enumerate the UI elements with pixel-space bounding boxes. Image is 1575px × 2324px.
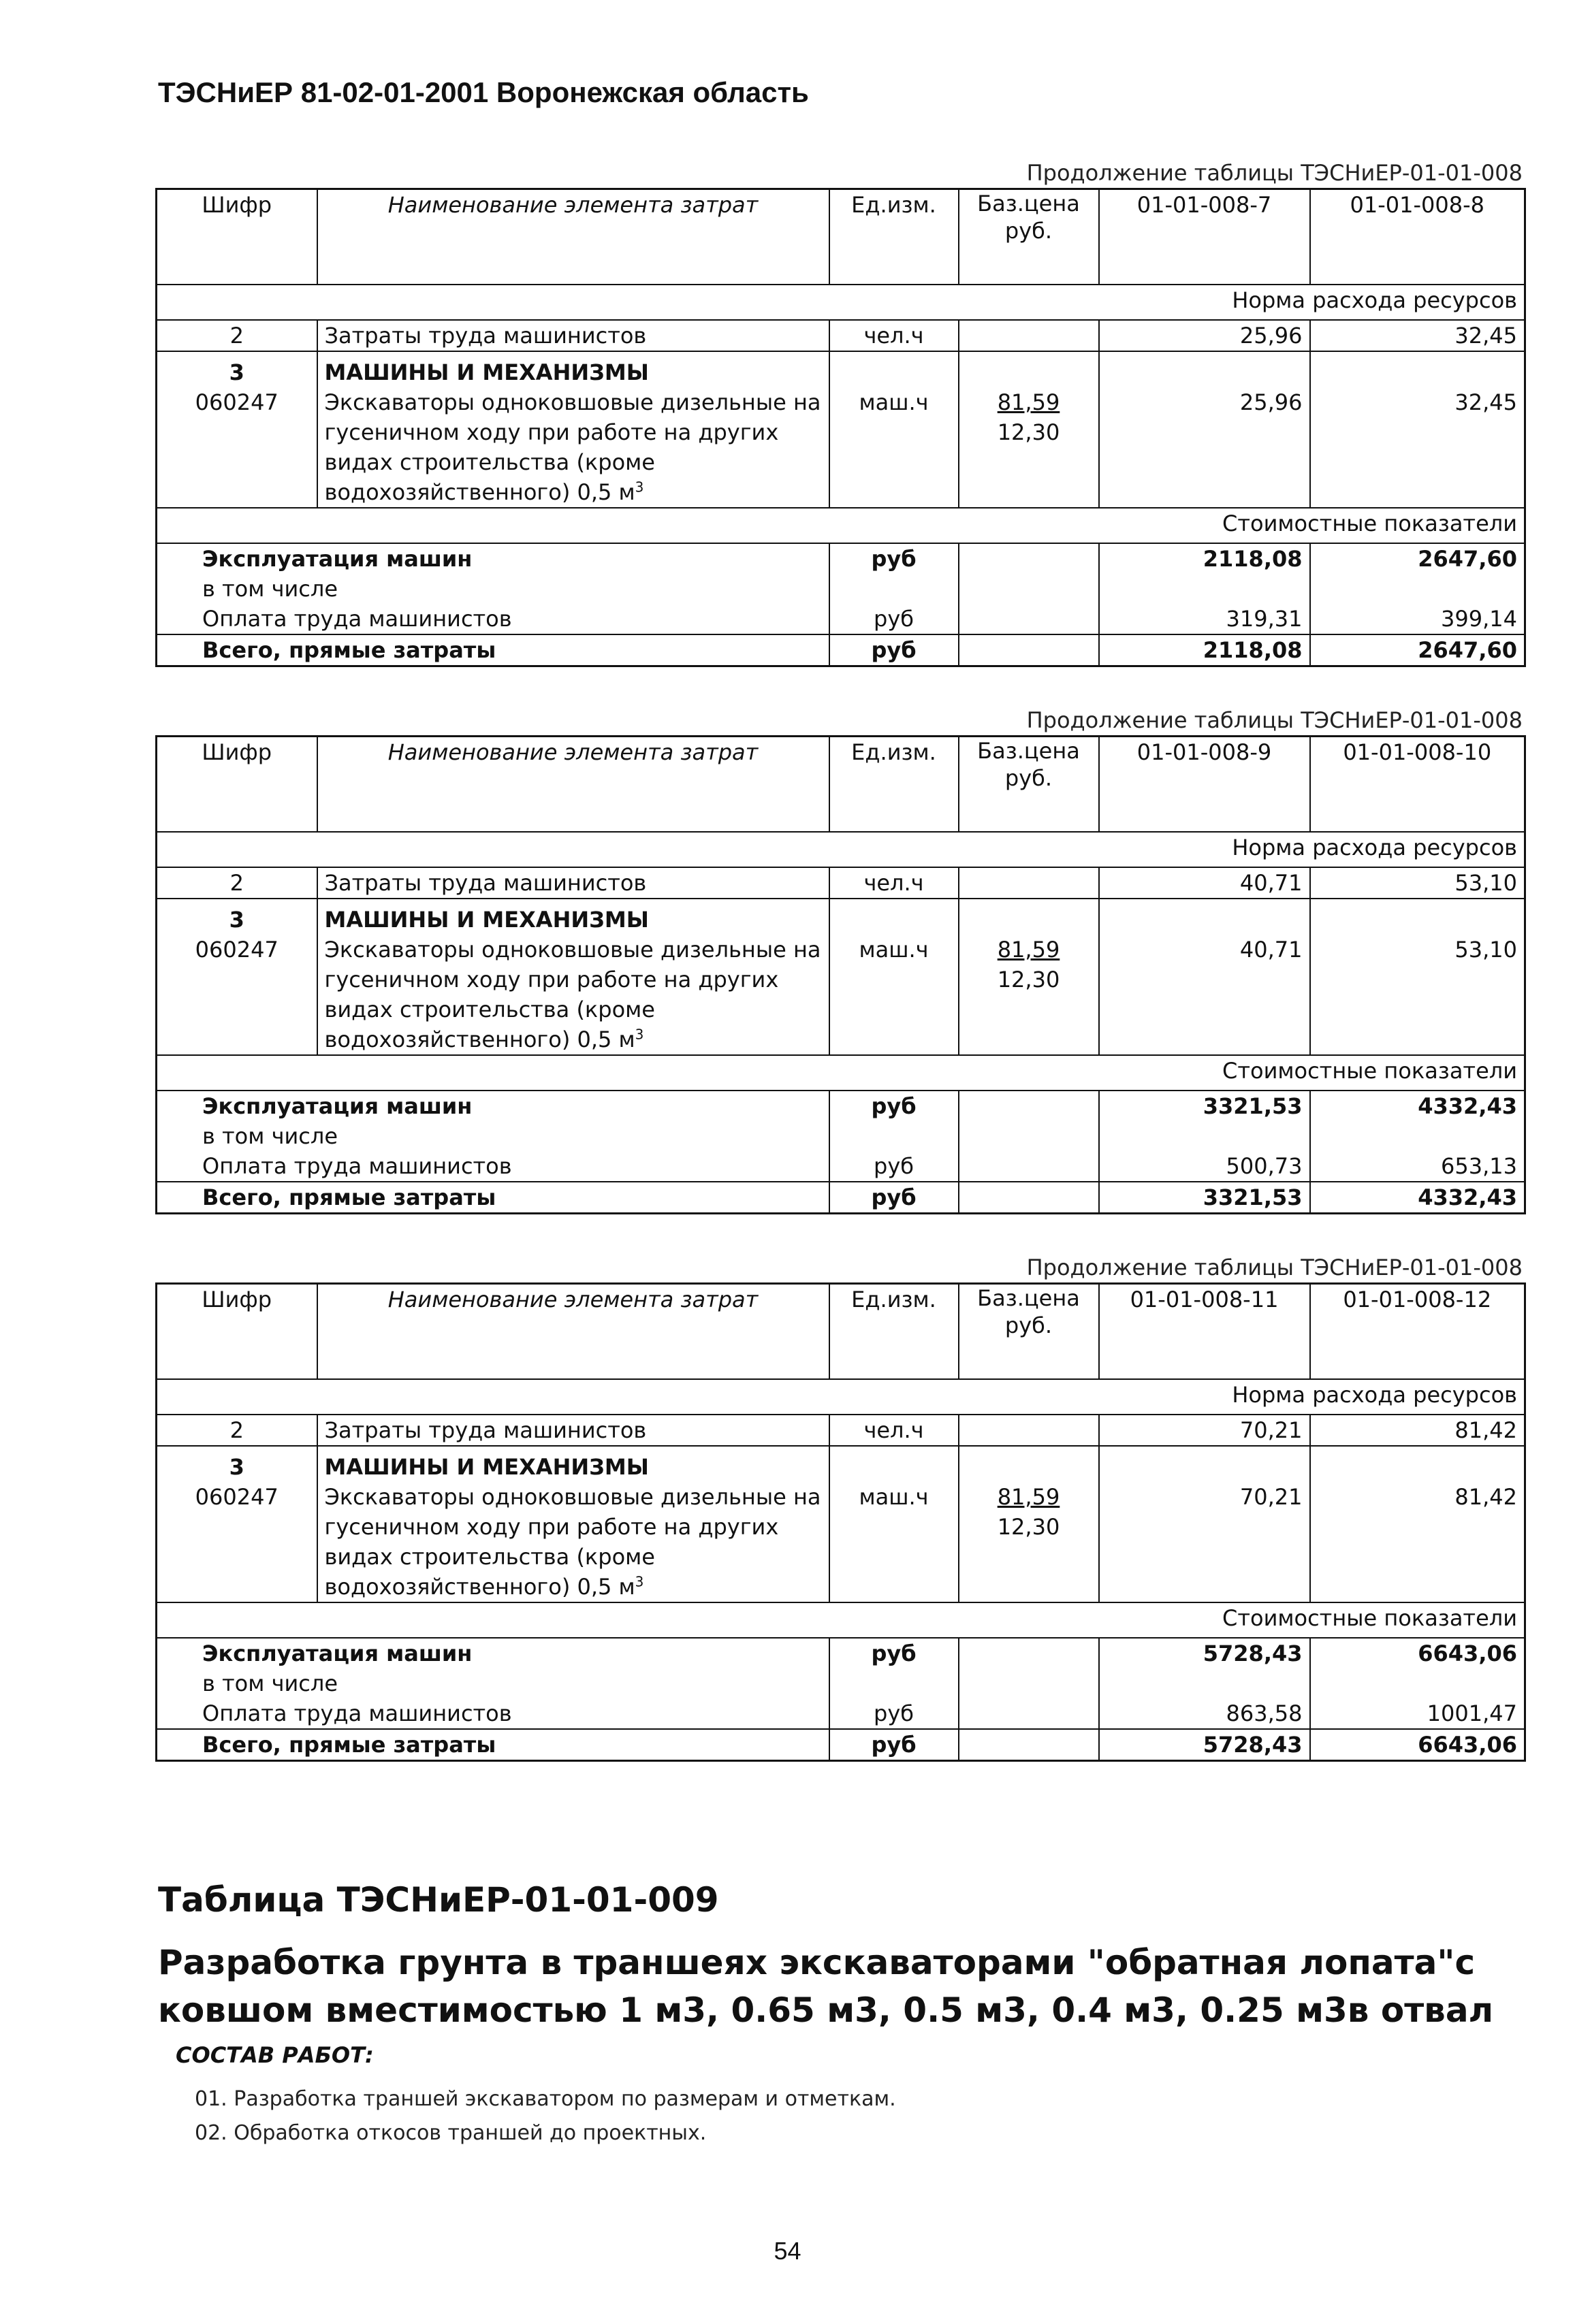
total-label: Всего, прямые затраты: [157, 634, 829, 666]
labor-value-a: 25,96: [1099, 320, 1310, 351]
empty-cell: [1099, 1446, 1310, 1482]
labor-unit: чел.ч: [829, 867, 959, 899]
exploitation-value-b: 2647,60: [1310, 543, 1525, 574]
empty-cell: [1099, 1121, 1310, 1151]
machine-base-price: 81,59 12,30: [959, 387, 1099, 508]
machine-value-b: 53,10: [1310, 935, 1525, 1055]
total-value-b: 6643,06: [1310, 1729, 1525, 1761]
labor-price: [959, 1415, 1099, 1446]
labor-name: Затраты труда машинистов: [317, 320, 829, 351]
empty-cell: [959, 1121, 1099, 1151]
resource-table-block: [155, 1253, 1524, 1762]
operator-pay-unit: руб: [829, 604, 959, 634]
exploitation-value-a: 2118,08: [1099, 543, 1310, 574]
labor-code: 2: [157, 320, 317, 351]
operator-pay-unit: руб: [829, 1698, 959, 1729]
machine-base-price: 81,59 12,30: [959, 935, 1099, 1055]
machine-value-a: 70,21: [1099, 1482, 1310, 1602]
norm-band: Норма расхода ресурсов: [157, 285, 1525, 320]
empty-cell: [959, 1668, 1099, 1698]
col-header-norm-a: 01-01-008-7: [1099, 189, 1310, 285]
labor-code: 2: [157, 867, 317, 899]
col-header-norm-a: 01-01-008-9: [1099, 737, 1310, 833]
resource-table-block: [155, 158, 1524, 667]
works-heading: СОСТАВ РАБОТ:: [176, 2042, 374, 2068]
col-header-name: Наименование элемента затрат: [317, 189, 829, 285]
section-table-title: Таблица ТЭСНиЕР-01-01-009: [158, 1880, 719, 1920]
exploitation-unit: руб: [829, 1091, 959, 1121]
exploitation-label: Эксплуатация машин: [157, 1091, 829, 1121]
empty-cell: [959, 574, 1099, 604]
machine-unit: маш.ч: [829, 387, 959, 508]
empty-cell: [959, 351, 1099, 387]
empty-cell: [1310, 1446, 1525, 1482]
empty-cell: [829, 1446, 959, 1482]
machine-value-b: 32,45: [1310, 387, 1525, 508]
empty-cell: [959, 1091, 1099, 1121]
cost-band: Стоимостные показатели: [157, 1602, 1525, 1638]
resource-table-block: [155, 705, 1524, 1214]
exploitation-unit: руб: [829, 543, 959, 574]
col-header-norm-a: 01-01-008-11: [1099, 1284, 1310, 1380]
machines-heading: МАШИНЫ И МЕХАНИЗМЫ: [317, 899, 829, 935]
total-value-b: 4332,43: [1310, 1182, 1525, 1214]
empty-cell: [1099, 899, 1310, 935]
empty-cell: [1310, 899, 1525, 935]
exploitation-value-b: 4332,43: [1310, 1091, 1525, 1121]
norm-band: Норма расхода ресурсов: [157, 1379, 1525, 1415]
operator-pay-label: Оплата труда машинистов: [157, 1698, 829, 1729]
empty-cell: [829, 351, 959, 387]
operator-pay-label: Оплата труда машинистов: [157, 1151, 829, 1182]
col-header-code: Шифр: [157, 189, 317, 285]
labor-value-b: 32,45: [1310, 320, 1525, 351]
page-number: 54: [774, 2237, 801, 2265]
col-header-base-price: Баз.цена руб.: [959, 1284, 1099, 1380]
including-label: в том числе: [157, 1121, 829, 1151]
machine-code: 060247: [157, 935, 317, 1055]
machines-code: 3: [157, 899, 317, 935]
exploitation-label: Эксплуатация машин: [157, 543, 829, 574]
machines-heading: МАШИНЫ И МЕХАНИЗМЫ: [317, 1446, 829, 1482]
col-header-norm-b: 01-01-008-8: [1310, 189, 1525, 285]
operator-pay-value-a: 500,73: [1099, 1151, 1310, 1182]
table-continuation-caption: Продолжение таблицы ТЭСНиЕР-01-01-008: [1026, 707, 1523, 733]
resource-norms-table: [155, 188, 1526, 667]
total-unit: руб: [829, 1182, 959, 1214]
col-header-code: Шифр: [157, 1284, 317, 1380]
machine-unit: маш.ч: [829, 1482, 959, 1602]
section-subtitle: Разработка грунта в траншеях экскаваторами "обратная лопата"с ковшом вместимостью 1 м3, 0.65 м3, 0.5 м3, 0.4 м3, 0.25 м3в отвал: [158, 1943, 1494, 2030]
empty-cell: [1310, 351, 1525, 387]
machine-name: Экскаваторы одноковшовые дизельные на гусеничном ходу при работе на других видах строительства (кроме водохозяйственного) 0,5 $м^3$: [317, 1482, 829, 1602]
empty-cell: [959, 1698, 1099, 1729]
total-value-a: 5728,43: [1099, 1729, 1310, 1761]
machine-value-b: 81,42: [1310, 1482, 1525, 1602]
empty-cell: [829, 1121, 959, 1151]
empty-cell: [959, 1729, 1099, 1761]
total-value-a: 2118,08: [1099, 634, 1310, 666]
empty-cell: [1099, 351, 1310, 387]
resource-norms-table: [155, 735, 1526, 1214]
document-header-title: ТЭСНиЕР 81-02-01-2001 Воронежская область: [158, 76, 809, 108]
col-header-unit: Ед.изм.: [829, 189, 959, 285]
total-label: Всего, прямые затраты: [157, 1729, 829, 1761]
exploitation-value-b: 6643,06: [1310, 1638, 1525, 1668]
empty-cell: [959, 604, 1099, 634]
labor-name: Затраты труда машинистов: [317, 867, 829, 899]
operator-pay-value-b: 653,13: [1310, 1151, 1525, 1182]
col-header-name: Наименование элемента затрат: [317, 737, 829, 833]
including-label: в том числе: [157, 574, 829, 604]
total-value-b: 2647,60: [1310, 634, 1525, 666]
labor-value-b: 81,42: [1310, 1415, 1525, 1446]
empty-cell: [959, 1446, 1099, 1482]
empty-cell: [1310, 1121, 1525, 1151]
operator-pay-value-a: 863,58: [1099, 1698, 1310, 1729]
machine-name: Экскаваторы одноковшовые дизельные на гусеничном ходу при работе на других видах строительства (кроме водохозяйственного) 0,5 $м^3$: [317, 387, 829, 508]
exploitation-label: Эксплуатация машин: [157, 1638, 829, 1668]
empty-cell: [959, 1182, 1099, 1214]
works-item: 02. Обработка откосов траншей до проектных.: [195, 2121, 707, 2145]
labor-code: 2: [157, 1415, 317, 1446]
machines-heading: МАШИНЫ И МЕХАНИЗМЫ: [317, 351, 829, 387]
empty-cell: [1310, 1668, 1525, 1698]
operator-pay-value-b: 399,14: [1310, 604, 1525, 634]
total-unit: руб: [829, 634, 959, 666]
labor-unit: чел.ч: [829, 320, 959, 351]
col-header-unit: Ед.изм.: [829, 1284, 959, 1380]
norm-band: Норма расхода ресурсов: [157, 832, 1525, 867]
machine-code: 060247: [157, 387, 317, 508]
empty-cell: [1099, 574, 1310, 604]
cost-band: Стоимостные показатели: [157, 1055, 1525, 1091]
col-header-base-price: Баз.цена руб.: [959, 737, 1099, 833]
machine-base-price: 81,59 12,30: [959, 1482, 1099, 1602]
col-header-norm-b: 01-01-008-12: [1310, 1284, 1525, 1380]
machines-code: 3: [157, 1446, 317, 1482]
machines-code: 3: [157, 351, 317, 387]
total-value-a: 3321,53: [1099, 1182, 1310, 1214]
including-label: в том числе: [157, 1668, 829, 1698]
operator-pay-value-a: 319,31: [1099, 604, 1310, 634]
cost-band: Стоимостные показатели: [157, 508, 1525, 543]
exploitation-value-a: 3321,53: [1099, 1091, 1310, 1121]
operator-pay-label: Оплата труда машинистов: [157, 604, 829, 634]
labor-price: [959, 867, 1099, 899]
machine-value-a: 40,71: [1099, 935, 1310, 1055]
labor-price: [959, 320, 1099, 351]
col-header-base-price: Баз.цена руб.: [959, 189, 1099, 285]
empty-cell: [1310, 574, 1525, 604]
labor-name: Затраты труда машинистов: [317, 1415, 829, 1446]
empty-cell: [1099, 1668, 1310, 1698]
machine-name: Экскаваторы одноковшовые дизельные на гусеничном ходу при работе на других видах строительства (кроме водохозяйственного) 0,5 $м^3$: [317, 935, 829, 1055]
col-header-code: Шифр: [157, 737, 317, 833]
col-header-name: Наименование элемента затрат: [317, 1284, 829, 1380]
exploitation-unit: руб: [829, 1638, 959, 1668]
operator-pay-value-b: 1001,47: [1310, 1698, 1525, 1729]
col-header-norm-b: 01-01-008-10: [1310, 737, 1525, 833]
labor-value-a: 70,21: [1099, 1415, 1310, 1446]
table-continuation-caption: Продолжение таблицы ТЭСНиЕР-01-01-008: [1026, 1255, 1523, 1280]
labor-value-b: 53,10: [1310, 867, 1525, 899]
table-continuation-caption: Продолжение таблицы ТЭСНиЕР-01-01-008: [1026, 160, 1523, 186]
labor-unit: чел.ч: [829, 1415, 959, 1446]
empty-cell: [829, 1668, 959, 1698]
machine-value-a: 25,96: [1099, 387, 1310, 508]
resource-norms-table: [155, 1282, 1526, 1762]
operator-pay-unit: руб: [829, 1151, 959, 1182]
empty-cell: [959, 899, 1099, 935]
col-header-unit: Ед.изм.: [829, 737, 959, 833]
exploitation-value-a: 5728,43: [1099, 1638, 1310, 1668]
labor-value-a: 40,71: [1099, 867, 1310, 899]
empty-cell: [829, 899, 959, 935]
empty-cell: [829, 574, 959, 604]
machine-unit: маш.ч: [829, 935, 959, 1055]
total-unit: руб: [829, 1729, 959, 1761]
machine-code: 060247: [157, 1482, 317, 1602]
total-label: Всего, прямые затраты: [157, 1182, 829, 1214]
empty-cell: [959, 1638, 1099, 1668]
works-item: 01. Разработка траншей экскаватором по размерам и отметкам.: [195, 2087, 896, 2111]
empty-cell: [959, 1151, 1099, 1182]
empty-cell: [959, 543, 1099, 574]
empty-cell: [959, 634, 1099, 666]
